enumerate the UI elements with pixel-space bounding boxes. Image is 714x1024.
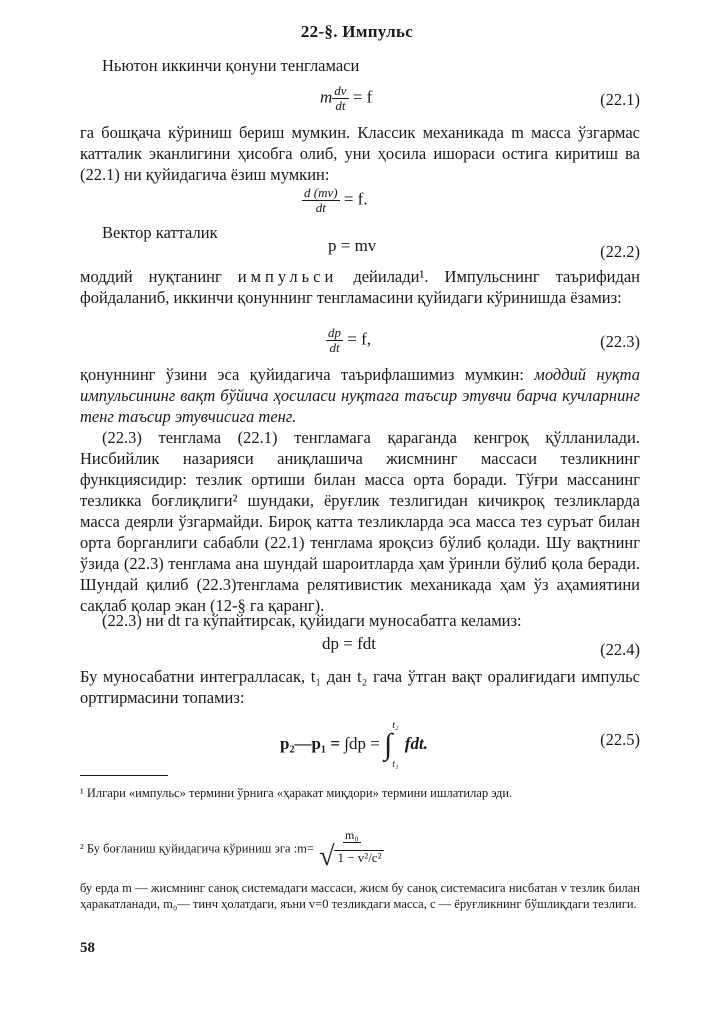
footnote-2: ² Бу боғланиш қуйидагича кўриниш эга :m= m₀ √ 1 − v²/c²	[80, 828, 640, 874]
equation-22-5	[80, 712, 640, 768]
equation-22-3	[80, 326, 640, 360]
eq4-body: dp = fdt	[322, 634, 376, 653]
equation-22-2	[80, 236, 640, 270]
eq5-first-integral: ∫dp =	[344, 733, 380, 753]
eq5-integral-sign: ∫	[384, 728, 393, 761]
eq3-rhs: = f,	[347, 329, 371, 349]
eq1-rhs: = f	[352, 87, 373, 107]
eq2-body: p = mv	[328, 236, 377, 255]
eq1b-frac-denominator: dt	[315, 200, 326, 215]
paragraph-intro: Ньютон иккинчи қонуни тенгламаси	[102, 56, 360, 75]
paragraph-multiply-dt: (22.3) ни dt га кўпайтирсак, қуйидаги муносабатга келамиз:	[102, 611, 522, 630]
paragraph-law-statement	[80, 364, 640, 427]
eq5-integrand: fdt.	[404, 733, 428, 753]
equation-number-22-1: (22.1)	[600, 90, 640, 109]
para4-term-spaced: импульси	[237, 267, 338, 286]
paragraph-integrate: Бу муносабатни интеграллаcак, t₁ дан t₂ гача ўтган вақт оралиғидаги импульс ортгирмасини топамиз:	[80, 667, 640, 707]
eq1-frac-numerator: dv	[334, 83, 347, 98]
footnote-divider	[80, 775, 168, 776]
eq5-upper-limit: t₂	[392, 720, 399, 731]
paragraph-classical: га бошқача кўриниш бериш мумкин. Классик механикада m масса ўзгармас катталик эканлигини ҳисобга олиб, уни ҳосила ишораси остига киритиш ва (22.1) ни қуйидагича ёзиш мумкин:	[80, 123, 640, 184]
eq1b-rhs: = f.	[343, 189, 368, 209]
para5-part-a: қонуннинг ўзини эса қуйидагича таърифлашимиз мумкин:	[80, 365, 524, 384]
equation-22-4	[80, 634, 640, 668]
section-title: 22-§. Импульс	[300, 22, 414, 41]
footnote-1: ¹ Илгари «импульс» термини ўрнига «ҳаракат миқдори» термини ишлатилар эди.	[80, 786, 513, 800]
equation-dmv-dt	[80, 186, 640, 220]
equation-number-22-3: (22.3)	[600, 332, 640, 351]
footnote2-text: ² Бу боғланиш қуйидагича кўриниш эга :m=	[80, 841, 314, 856]
eq1-mass: m	[320, 87, 333, 107]
equation-number-22-5: (22.5)	[600, 730, 640, 749]
paragraph-relativity: (22.3) тенглама (22.1) тенгламага қараганда кенгроқ қўлланилади. Нисбийлик назарияси аниқлашича жисмнинг массаси тезликнинг функциясидир: тезлик ортиши билан масса орта боради. Тўғри массанинг тезликка боғлиқлиги² шундаки, ёруғлик тезлигидан кичикроқ тезликларда масса деярли ўзгармайди. Бироқ катта тезликларда эса масса тез суръат билан орта борганлиги сабабли (22.1) тенглама яроқсиз бўлиб қолади. Шу вақтнинг ўзида (22.3) тенглама ана шундай шароитларда ҳам ўринли бўлиб қола беради. Шундай қилиб (22.3)тенглама релятивистик механикада ҳам ўз аҳамиятини сақлаб қолар экан (12-§ га қаранг).	[80, 428, 640, 615]
eq5-lower-limit: t₁	[392, 759, 399, 770]
para5-italic-law: моддий нуқта импульсининг вақт бўйича ҳосиласи нуқтага таъсир этувчи барча кучларнинг тенг таъсир этувчисига тенг.	[80, 365, 640, 426]
footnote2-sqrt-expression: 1 − v²/c²	[334, 850, 384, 865]
footnote-2-continuation: бу ерда m — жисмнинг саноқ системадаги массаси, жисм бу саноқ системасига нисбатан v тезлик билан ҳаракатланади, m₀— тинч ҳолатдаги, яъни v=0 тезликдаги масса, c — ёруғликнинг бўшлиқдаги тезлиги.	[80, 881, 640, 911]
para4-part-a: моддий нуқтанинг	[80, 267, 222, 286]
eq5-lhs: p₂—p₁ =	[280, 733, 341, 753]
equation-22-1	[80, 84, 640, 118]
eq1-frac-denominator: dt	[335, 98, 346, 113]
eq1b-frac-numerator: d (mv)	[304, 185, 338, 200]
eq3-frac-denominator: dt	[329, 340, 340, 355]
paragraph-momentum-def	[80, 266, 640, 308]
footnote2-numerator: m₀	[345, 828, 359, 842]
page-number: 58	[80, 940, 95, 956]
equation-number-22-2: (22.2)	[600, 242, 640, 261]
para4-part-b: дейилади¹. Импульснинг таърифидан фойдаланиб, иккинчи қонуннинг тенгламасини қуйидаги кўринишда ёзамиз:	[80, 267, 641, 307]
equation-number-22-4: (22.4)	[600, 640, 640, 659]
paragraph-vector: Вектор катталик	[102, 223, 218, 242]
eq3-frac-numerator: dp	[328, 325, 341, 340]
